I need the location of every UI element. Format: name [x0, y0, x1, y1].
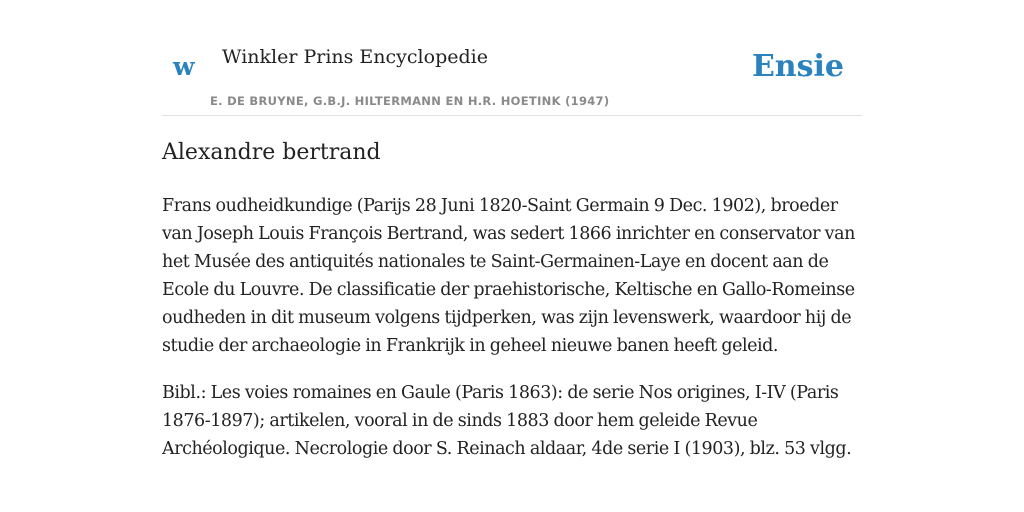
article-bibliography: Bibl.: Les voies romaines en Gaule (Paris 1863): de serie Nos origines, I-IV (Paris 1876-1897); artikelen, vooral in de sinds 1883 door hem geleide Revue Archéologique. Necrologie door S. Reinach aldaar, 4de serie I (1903), blz. 53 vlgg.	[162, 383, 852, 459]
site-authors: E. DE BRUYNE, G.B.J. HILTERMANN EN H.R. HOETINK (1947)	[210, 94, 610, 108]
article-title: Alexandre bertrand	[162, 140, 381, 165]
brand-logo[interactable]: Ensie	[751, 49, 844, 84]
site-title[interactable]: Winkler Prins Encyclopedie	[222, 46, 488, 68]
article-body	[162, 192, 862, 482]
site-logo[interactable]: w	[173, 52, 195, 81]
article-paragraph: Frans oudheidkundige (Parijs 28 Juni 1820-Saint Germain 9 Dec. 1902), broeder van Joseph Louis François Bertrand, was sedert 1866 inrichter en conservator van het Musée des antiquités nationales te Saint-Germainen-Laye en docent aan de Ecole du Louvre. De classificatie der praehistorische, Keltische en Gallo-Romeinse oudheden in dit museum volgens tijdperken, was zijn levenswerk, waardoor hij de studie der archaeologie in Frankrijk in geheel nieuwe banen heeft geleid.	[162, 196, 855, 356]
site-header	[162, 36, 862, 116]
